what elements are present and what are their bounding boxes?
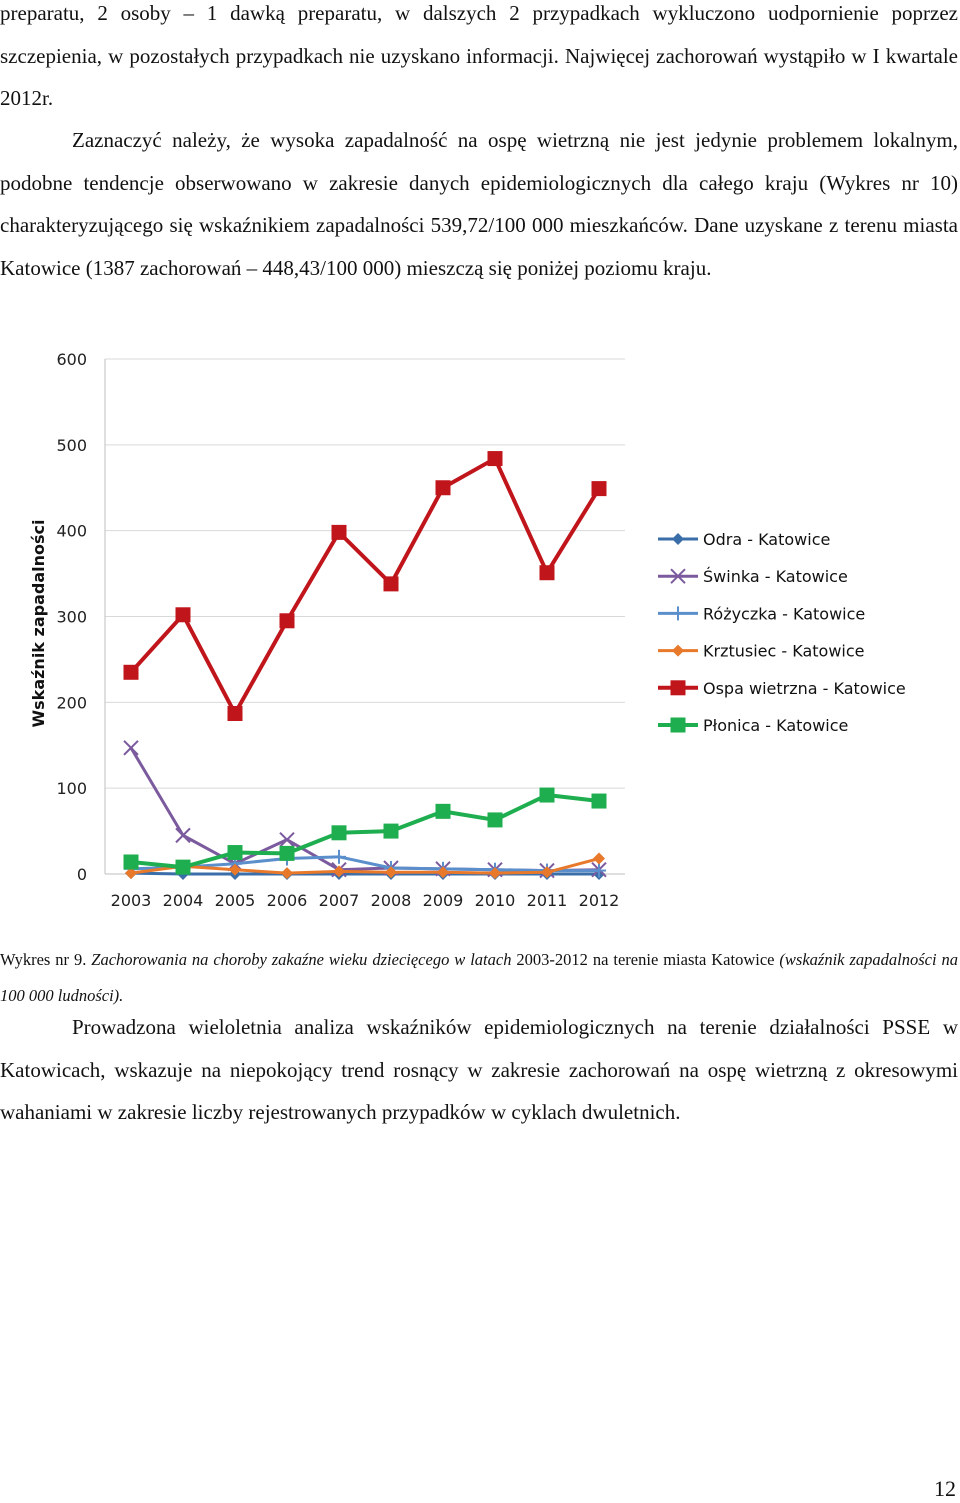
y-tick-label: 600	[56, 350, 87, 369]
data-point	[332, 825, 347, 840]
data-point	[124, 854, 139, 869]
x-tick-label: 2006	[266, 891, 308, 910]
caption-normal: 2003-2012 na terenie miasta Katowice	[516, 950, 780, 969]
x-tick-label: 2009	[422, 891, 464, 910]
data-point	[671, 718, 686, 733]
legend-label: Różyczka - Katowice	[703, 604, 866, 624]
legend-item	[658, 679, 906, 698]
data-point	[541, 866, 553, 878]
paragraph-2: Zaznaczyć należy, że wysoka zapadalność na ospę wietrzną nie jest jedynie problemem lokalnym, podobne tendencje obserwowano w zakresie danych epidemiologicznych dla całego kraju (Wykres nr 10) charakteryzującego się wskaźnikiem zapadalności 539,72/100 000 mieszkańców. Dane uzyskane z terenu miasta Katowice (1387 zachorowań – 448,43/100 000) mieszczą się poniżej poziomu kraju.	[0, 128, 958, 280]
data-point	[671, 606, 685, 620]
data-point	[540, 565, 555, 580]
legend-item	[658, 604, 865, 623]
chart-axes	[29, 350, 625, 910]
x-tick-label: 2010	[474, 891, 516, 910]
chart-series	[124, 451, 607, 880]
legend-item	[658, 530, 830, 549]
data-point	[384, 576, 399, 591]
x-tick-label: 2007	[318, 891, 360, 910]
data-point	[124, 741, 138, 755]
data-point	[281, 867, 293, 879]
figure-caption	[0, 942, 958, 1014]
data-point	[488, 451, 503, 466]
caption-label: Wykres nr 9.	[0, 950, 87, 969]
data-point	[176, 607, 191, 622]
data-point	[436, 480, 451, 495]
data-point	[593, 853, 605, 865]
data-point	[280, 833, 294, 847]
y-tick-label: 100	[56, 779, 87, 799]
legend-label: Płonica - Katowice	[703, 716, 849, 735]
data-point	[176, 860, 191, 875]
legend-label: Ospa wietrzna - Katowice	[703, 678, 906, 698]
legend-label: Krztusiec - Katowice	[703, 641, 865, 661]
data-point	[540, 788, 555, 803]
y-tick-label: 500	[56, 435, 87, 455]
data-point	[672, 645, 684, 657]
data-point	[280, 846, 295, 861]
legend-item	[658, 716, 848, 735]
chart-legend	[658, 530, 906, 735]
legend-item	[658, 642, 865, 661]
series-4	[124, 451, 607, 721]
x-tick-label: 2008	[370, 891, 412, 910]
y-tick-label: 300	[56, 607, 87, 627]
caption-italic-1: Zachorowania na choroby zakaźne wieku dziecięcego w latach	[86, 950, 517, 969]
caption-italic-2: (wskaźnik zapadalności na 100 000 ludności).	[0, 950, 958, 1005]
data-point	[488, 812, 503, 827]
x-tick-label: 2011	[526, 891, 568, 910]
y-axis-title: Wskaźnik zapadalności	[29, 519, 48, 728]
data-point	[332, 525, 347, 540]
data-point	[671, 680, 686, 695]
series-line	[131, 748, 599, 871]
data-point	[280, 613, 295, 628]
data-point	[124, 665, 139, 680]
data-point	[176, 828, 190, 842]
x-tick-label: 2003	[110, 891, 152, 910]
series-1	[124, 741, 606, 878]
x-tick-label: 2012	[578, 891, 620, 910]
paragraph-1: preparatu, 2 osoby – 1 dawką preparatu, w dalszych 2 przypadkach wykluczono uodpornienie poprzez szczepienia, w pozostałych przypadkach nie uzyskano informacji. Najwięcej zachorowań wystąpiło w I kwartale 2012r.	[0, 1, 958, 110]
data-point	[228, 706, 243, 721]
data-point	[384, 824, 399, 839]
line-chart	[0, 335, 960, 925]
series-line	[131, 459, 599, 714]
data-point	[672, 533, 684, 545]
series-line	[131, 795, 599, 867]
legend-item	[658, 567, 848, 586]
data-point	[228, 845, 243, 860]
data-point	[436, 804, 451, 819]
data-point	[592, 481, 607, 496]
x-tick-label: 2004	[162, 891, 204, 910]
paragraph-3: Prowadzona wieloletnia analiza wskaźników epidemiologicznych na terenie działalności PSSE w Katowicach, wskazuje na niepokojący trend rosnący w zakresie zachorowań na ospę wietrzną z okresowymi wahaniami w zakresie liczby rejestrowanych przypadków w cyklach dwuletnich.	[0, 1015, 958, 1124]
y-tick-label: 0	[76, 865, 87, 884]
data-point	[592, 794, 607, 809]
y-tick-label: 400	[56, 521, 87, 541]
data-point	[332, 850, 346, 864]
legend-label: Świnka - Katowice	[703, 567, 848, 587]
x-tick-label: 2005	[214, 891, 256, 910]
page-number: 12	[934, 1476, 956, 1501]
legend-label: Odra - Katowice	[703, 530, 831, 549]
y-tick-label: 200	[56, 693, 87, 713]
